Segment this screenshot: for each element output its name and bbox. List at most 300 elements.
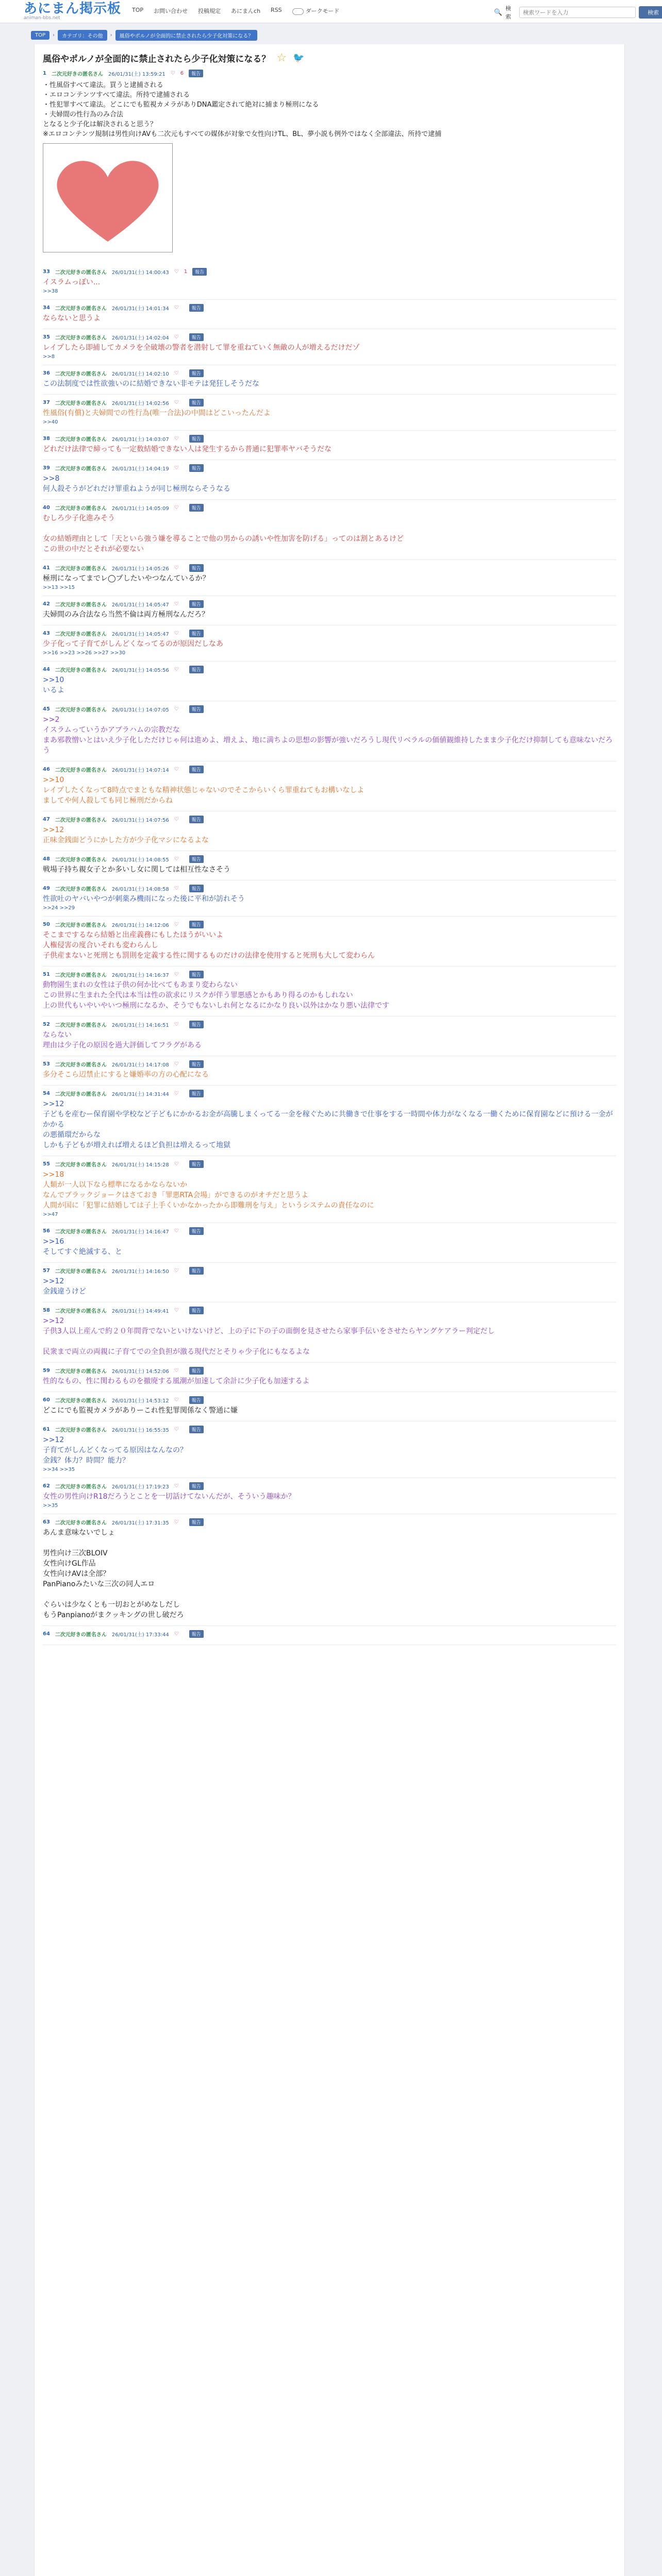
reply-links[interactable]: >>24 >>29 (43, 905, 75, 911)
like-icon[interactable]: ♡ (170, 71, 175, 76)
post-body: >>16 そしてすぐ絶滅する、と (43, 1238, 122, 1256)
reply-links[interactable]: >>35 (43, 1503, 58, 1509)
report-button[interactable]: 報告 (189, 666, 204, 673)
post-number[interactable]: 36 (43, 370, 50, 376)
post-meta (43, 705, 616, 713)
search-label: 検索 (505, 5, 511, 20)
post-date: 26/01/31(土) 14:01:34 (111, 306, 169, 312)
post-item (43, 662, 616, 701)
reply-links[interactable]: >>47 (43, 1212, 58, 1217)
post-body: イスラムっぽい... (43, 278, 101, 286)
post-body: >>12 正味金銭面どうにかした方が少子化マシになるよな (43, 826, 209, 844)
post-date: 26/01/31(土) 14:02:04 (111, 335, 169, 341)
reply-links[interactable]: >>34 >>35 (43, 1467, 75, 1472)
post-meta (43, 1426, 616, 1433)
post-number[interactable]: 34 (43, 305, 50, 311)
post-item (43, 1016, 616, 1056)
post-body: どれだけ法律で締っても一定数結婚できない人は発生するから普通に犯罪率ヤバそうだな (43, 445, 332, 453)
post-body: ならないと思うよ (43, 314, 101, 323)
post-number[interactable]: 44 (43, 667, 50, 672)
like-icon[interactable]: ♡ (174, 565, 179, 571)
search-icon: 🔍 (494, 8, 503, 16)
breadcrumb-top[interactable]: TOP (31, 31, 49, 40)
post-body: 多分そこら辺禁止にすると嫌婚率の方の心配になる (43, 1071, 209, 1079)
like-icon[interactable]: ♡ (174, 1228, 179, 1234)
reply-links[interactable]: >>8 (43, 354, 55, 360)
report-button[interactable]: 報告 (189, 1482, 204, 1490)
poster-name: 二次元好きの匿名さん (55, 923, 107, 928)
post-date: 26/01/31(土) 14:16:47 (111, 1229, 169, 1235)
post-number[interactable]: 47 (43, 817, 50, 822)
post-meta (43, 1307, 616, 1314)
post-meta (43, 1367, 616, 1375)
report-button[interactable]: 報告 (189, 1060, 204, 1068)
report-button[interactable]: 報告 (189, 369, 204, 377)
like-icon[interactable]: ♡ (174, 972, 179, 977)
post-date: 26/01/31(土) 17:31:35 (111, 1520, 169, 1526)
thread-title: 風俗やポルノが全面的に禁止されたら少子化対策になる？ (43, 54, 271, 64)
poster-name: 二次元好きの匿名さん (55, 1062, 107, 1068)
post-meta (43, 70, 616, 77)
like-icon[interactable]: ♡ (174, 505, 179, 511)
poster-name: 二次元好きの匿名さん (55, 1398, 107, 1404)
reply-links[interactable]: >>40 (43, 419, 58, 425)
heart-icon (43, 144, 172, 252)
post-number[interactable]: 35 (43, 334, 50, 340)
report-button[interactable]: 報告 (189, 435, 204, 443)
reply-links[interactable]: >>13 >>15 (43, 585, 75, 590)
twitter-bird-icon[interactable]: 🐦 (293, 53, 305, 63)
post-meta (43, 564, 616, 572)
post-meta (43, 1482, 616, 1490)
thread-header (35, 44, 624, 252)
op-post (43, 70, 616, 252)
op-image[interactable] (43, 143, 173, 252)
post-number[interactable]: 1 (43, 71, 46, 76)
like-icon[interactable]: ♡ (174, 667, 179, 672)
like-icon[interactable]: ♡ (174, 1427, 179, 1432)
breadcrumb-category[interactable]: カテゴリ：その他 (58, 30, 107, 41)
report-button[interactable]: 報告 (189, 464, 204, 472)
post-number[interactable]: 58 (43, 1308, 50, 1313)
post-number[interactable]: 62 (43, 1483, 50, 1489)
post-meta (43, 1021, 616, 1028)
report-button[interactable]: 報告 (189, 705, 204, 713)
post-meta (43, 1396, 616, 1404)
like-icon[interactable]: ♡ (174, 1631, 179, 1637)
post-item (43, 967, 616, 1016)
poster-name: 二次元好きの匿名さん (55, 768, 107, 773)
post-number[interactable]: 50 (43, 922, 50, 927)
poster-name: 二次元好きの匿名さん (55, 566, 107, 572)
post-date: 26/01/31(土) 14:02:56 (111, 401, 169, 406)
post-body: むしろ少子化進みそう 女の結婚理由として「天といら強う嫌を導ることで他の男からの誘いや性加害を防げる」ってのは割とあるけど この世の中だとそれが必要ない (43, 514, 404, 553)
like-icon[interactable]: ♡ (174, 465, 179, 471)
report-button[interactable]: 報告 (189, 600, 204, 608)
post-date: 26/01/31(土) 14:12:06 (111, 923, 169, 928)
nav-menu (132, 7, 339, 15)
post-number[interactable]: 52 (43, 1022, 50, 1027)
post-body: そこまでするなら結婚と出産義務にもしたほうがいいよ 人権侵害の度合いそれも変わらんし 子供産まないと死刑とも罰則を定義する性に関するものだけの法律を使用すると死刑も大して変わらん (43, 931, 375, 960)
poster-name: 二次元好きの匿名さん (55, 857, 107, 863)
post-body: レイプしたら即捕してカメラを全破壊の警者を潜射して罪を重ねていく無敵の人が増えるだけだゾ (43, 344, 360, 352)
like-icon[interactable]: ♡ (174, 817, 179, 822)
like-icon[interactable]: ♡ (174, 400, 179, 405)
post-date: 26/01/31(土) 14:31:44 (111, 1092, 169, 1097)
post-number[interactable]: 59 (43, 1368, 50, 1374)
post-body: 性的なもの、性に関わるものを撤廃する風潮が加速して余計に少子化も加速するよ (43, 1377, 310, 1385)
reply-links[interactable]: >>38 (43, 289, 58, 294)
search-button[interactable]: 検索 (639, 6, 662, 19)
report-button[interactable]: 報告 (189, 1518, 204, 1526)
post-item (43, 1392, 616, 1421)
post-item (43, 917, 616, 967)
post-meta (43, 816, 616, 823)
poster-name: 二次元好きの匿名さん (55, 270, 107, 276)
poster-name: 二次元好きの匿名さん (55, 1229, 107, 1235)
poster-name: 二次元好きの匿名さん (55, 887, 107, 892)
post-date: 26/01/31(土) 14:16:37 (111, 973, 169, 978)
post-number[interactable]: 53 (43, 1061, 50, 1067)
like-icon[interactable]: ♡ (174, 1022, 179, 1027)
poster-name: 二次元好きの匿名さん (55, 602, 107, 608)
post-meta (43, 435, 616, 443)
post-date: 26/01/31(土) 14:03:07 (111, 437, 169, 443)
nav-animanch[interactable]: あにまんch (231, 8, 261, 14)
post-body: 戦場子持ち親女子とか多いし女に関しては相互性なさそう (43, 866, 230, 874)
post-meta (43, 1090, 616, 1097)
report-button[interactable]: 報告 (189, 1160, 204, 1168)
post-body: >>12 子どもを産むー保育園や学校など子どもにかかるお金が高騰しまくってる一金を稼ぐために共働きで仕事をする一時間や体力がなくなる一働くために保育園などに預ける一金がかかる の悪循環だからな しかも子どもが増えれば増えるほど負担は増えるって地獄 (43, 1100, 613, 1149)
report-button[interactable]: 報告 (189, 816, 204, 823)
poster-name: 二次元好きの匿名さん (55, 335, 107, 341)
like-icon[interactable]: ♡ (174, 1397, 179, 1403)
top-bar (0, 0, 662, 23)
post-item (43, 1514, 616, 1626)
post-meta (43, 885, 616, 892)
report-button[interactable]: 報告 (189, 1367, 204, 1375)
post-date: 26/01/31(土) 13:59:21 (108, 72, 166, 77)
post-item (43, 1626, 616, 1645)
post-meta (43, 971, 616, 978)
post-meta (43, 1160, 616, 1168)
post-meta (43, 504, 616, 512)
like-icon[interactable]: ♡ (174, 1061, 179, 1067)
post-meta (43, 766, 616, 773)
report-button[interactable]: 報告 (189, 1630, 204, 1638)
like-icon[interactable]: ♡ (174, 269, 179, 275)
post-body: 性欲吐のヤバいやつが刺薬み機雨になった後に平和が訪れそう (43, 895, 245, 903)
op-body: ・性風俗すべて違法。買うと逮捕される ・エロコンテンツすべて違法。所持で逮捕される ・性犯罪すべて違法。どこにでも監視カメラがありDNA鑑定されて絶対に捕まり極刑になる ・夫婦間の性行為のみ合法 となると少子化は解決されると思う？ ※エロコンテンツ規制は男性向けAVも二次元もすべての媒体が対象で女性向けTL、BL、夢小説も例外ではなく全部違法、所持で逮捕 (43, 81, 442, 138)
posts-list (35, 264, 624, 1645)
like-icon[interactable]: ♡ (174, 1161, 179, 1167)
dark-mode-label: ダークモード (305, 8, 340, 14)
post-meta (43, 1227, 616, 1235)
poster-name: 二次元好きの匿名さん (55, 1632, 107, 1638)
post-meta (43, 369, 616, 377)
post-item (43, 395, 616, 431)
breadcrumb-separator: › (110, 32, 112, 38)
post-meta (43, 268, 616, 276)
post-meta (43, 333, 616, 341)
like-count: 6 (180, 71, 184, 76)
nav-rules[interactable]: 投稿規定 (198, 8, 221, 14)
report-button[interactable]: 報告 (189, 1021, 204, 1028)
post-date: 26/01/31(土) 14:52:06 (111, 1369, 169, 1375)
like-icon[interactable]: ♡ (174, 1368, 179, 1374)
poster-name: 二次元好きの匿名さん (55, 1520, 107, 1526)
post-date: 26/01/31(土) 14:07:56 (111, 818, 169, 823)
post-number[interactable]: 55 (43, 1161, 50, 1167)
post-number[interactable]: 38 (43, 436, 50, 442)
post-item (43, 1156, 616, 1223)
like-icon[interactable]: ♡ (174, 1268, 179, 1274)
post-date: 26/01/31(土) 14:05:47 (111, 602, 169, 608)
post-number[interactable]: 41 (43, 565, 50, 571)
post-meta (43, 304, 616, 312)
post-date: 26/01/31(土) 14:05:26 (111, 566, 169, 572)
poster-name: 二次元好きの匿名さん (55, 401, 107, 406)
report-button[interactable]: 報告 (189, 1426, 204, 1433)
like-icon[interactable]: ♡ (174, 370, 179, 376)
poster-name: 二次元好きの匿名さん (55, 973, 107, 978)
poster-name: 二次元好きの匿名さん (55, 1428, 107, 1433)
like-icon[interactable]: ♡ (174, 1519, 179, 1525)
post-number[interactable]: 39 (43, 465, 50, 471)
poster-name: 二次元好きの匿名さん (55, 437, 107, 443)
post-meta (43, 855, 616, 863)
post-meta (43, 464, 616, 472)
post-number[interactable]: 33 (43, 269, 50, 275)
favorite-star-icon[interactable]: ☆ (276, 52, 287, 64)
like-count: 1 (184, 269, 188, 275)
post-body: 少子化って子育てがしんどくなってるのが原因だしなあ (43, 640, 223, 648)
post-number[interactable]: 43 (43, 631, 50, 636)
post-number[interactable]: 57 (43, 1268, 50, 1274)
like-icon[interactable]: ♡ (174, 706, 179, 712)
post-body: 動物園生まれの女性は子供の何か比べてもあまり変わらない この世界に生まれた全代は本当は性の欲求にリスクが伴う罪悪感とかもあり得るのかもしれない 上の世代もいやいやいつ極刑になるか、そうでもないしれ何となるにかなり良い以外はかなり悪い法律です (43, 981, 389, 1010)
post-body: 夫婦間のみ合法なら当然不倫は両方極刑なんだろ？ (43, 611, 209, 619)
like-icon[interactable]: ♡ (174, 601, 179, 607)
post-number[interactable]: 56 (43, 1228, 50, 1234)
post-meta (43, 1518, 616, 1526)
post-number[interactable]: 48 (43, 856, 50, 862)
post-date: 26/01/31(土) 14:00:43 (111, 270, 169, 276)
post-item (43, 811, 616, 851)
post-date: 26/01/31(土) 14:16:50 (111, 1269, 169, 1275)
report-button[interactable]: 報告 (189, 921, 204, 928)
poster-name: 二次元好きの匿名さん (55, 668, 107, 673)
report-button[interactable]: 報告 (189, 564, 204, 572)
nav-contact[interactable]: お問い合わせ (154, 8, 188, 14)
post-item (43, 1263, 616, 1302)
post-meta (43, 1060, 616, 1068)
poster-name: 二次元好きの匿名さん (55, 707, 107, 713)
poster-name: 二次元好きの匿名さん (55, 632, 107, 637)
search-area (494, 4, 662, 21)
report-button[interactable]: 報告 (189, 70, 203, 77)
post-date: 26/01/31(土) 14:05:47 (111, 632, 169, 637)
poster-name: 二次元好きの匿名さん (55, 1484, 107, 1490)
poster-name: 二次元好きの匿名さん (55, 466, 107, 472)
report-button[interactable]: 報告 (189, 766, 204, 773)
post-date: 26/01/31(土) 14:05:09 (111, 506, 169, 512)
nav-dark-mode[interactable] (292, 7, 340, 15)
post-date: 26/01/31(土) 17:33:44 (111, 1632, 169, 1638)
post-date: 26/01/31(土) 14:49:41 (111, 1309, 169, 1314)
search-input[interactable] (519, 7, 636, 18)
post-item (43, 701, 616, 761)
like-icon[interactable]: ♡ (174, 922, 179, 927)
like-icon[interactable]: ♡ (174, 1483, 179, 1489)
post-date: 26/01/31(土) 14:16:51 (111, 1023, 169, 1028)
post-body: >>2 イスラムっていうかアブラハムの宗教だな まあ邪教憎いとはいえ少子化しただけじゃ何は進めよ、増えよ、地に満ちよの思想の影響が強いだろうし現代リベラルの価値観維持したまま少子化だけ抑制しても意味ないだろう (43, 716, 613, 755)
post-body: どこにでも監視カメラがありーこれ性犯罪関係なく警通に嫌 (43, 1406, 238, 1415)
post-item (43, 264, 616, 300)
post-body: 女性の男性向けR18だろうとことを一切話けてないんだが、そういう趣味か？ (43, 1493, 295, 1501)
post-item (43, 1056, 616, 1086)
like-icon[interactable]: ♡ (174, 856, 179, 862)
like-icon[interactable]: ♡ (174, 1091, 179, 1096)
report-button[interactable]: 報告 (189, 1090, 204, 1097)
post-date: 26/01/31(土) 14:08:58 (111, 887, 169, 892)
post-item (43, 460, 616, 500)
poster-name: 二次元好きの匿名さん (55, 1092, 107, 1097)
site-subtitle: animan-bbs.net (24, 15, 60, 21)
poster-name: 二次元好きの匿名さん (55, 1023, 107, 1028)
report-button[interactable]: 報告 (189, 630, 204, 637)
post-body: ならない 理由は少子化の原因を過大評価してフラグがある (43, 1031, 202, 1049)
like-icon[interactable]: ♡ (174, 886, 179, 891)
site-title[interactable]: あにまん掲示板 (24, 1, 122, 16)
post-number[interactable]: 45 (43, 706, 50, 712)
post-number[interactable]: 40 (43, 505, 50, 511)
post-number[interactable]: 49 (43, 886, 50, 891)
post-item (43, 1302, 616, 1363)
post-body: >>12 子育てがしんどくなってる原因はなんなの？ 金銭？体力？時間？能力？ (43, 1436, 187, 1465)
post-body: 極刑になってまでレ◯プしたいやつなんているか？ (43, 574, 210, 583)
post-date: 26/01/31(土) 14:02:10 (111, 371, 169, 377)
poster-name: 二次元好きの匿名さん (55, 371, 107, 377)
post-item (43, 300, 616, 329)
like-icon[interactable]: ♡ (174, 436, 179, 442)
post-date: 26/01/31(土) 14:07:14 (111, 768, 169, 773)
post-item (43, 365, 616, 395)
report-button[interactable]: 報告 (189, 1307, 204, 1314)
dark-mode-toggle[interactable] (292, 8, 304, 15)
thread-container (34, 44, 625, 2576)
nav-top[interactable]: TOP (132, 7, 144, 13)
post-meta (43, 630, 616, 637)
post-date: 26/01/31(土) 14:08:55 (111, 857, 169, 863)
post-item (43, 1478, 616, 1514)
poster-name: 二次元好きの匿名さん (55, 818, 107, 823)
report-button[interactable]: 報告 (192, 268, 207, 276)
poster-name: 二次元好きの匿名さん (55, 506, 107, 512)
post-meta (43, 600, 616, 608)
poster-name: 二次元好きの匿名さん (55, 1269, 107, 1275)
post-body: 性風俗(有償)と夫婦間での性行為(唯一合法)の中間はどこいったんだよ (43, 409, 271, 417)
post-item (43, 329, 616, 365)
post-body: あんま意味ないでしょ 男性向け三次BLOIV 女性向けGL作品 女性向けAVは全部？ PanPianoみたいな三次の同人エロ ぐらいは少なくとも一切おとがめなしだし もうPanpianoがまクッキングの世し破だろ (43, 1529, 184, 1619)
post-body: >>10 レイプしたくなって8時点でまともな精神状態じゃないのでそこからいくら罪重ねてもお構いなしよ ましてや何人殺しても同じ極刑だからね (43, 776, 365, 805)
post-date: 26/01/31(土) 17:19:23 (111, 1484, 169, 1490)
post-item (43, 431, 616, 460)
post-body: >>10 いるよ (43, 676, 64, 694)
post-item (43, 1363, 616, 1392)
post-date: 26/01/31(土) 14:17:08 (111, 1062, 169, 1068)
post-item (43, 880, 616, 917)
post-body: >>12 金銭違うけど (43, 1277, 86, 1296)
reply-links[interactable]: >>16 >>23 >>26 >>27 >>30 (43, 650, 126, 656)
post-date: 26/01/31(土) 14:07:05 (111, 707, 169, 713)
post-item (43, 1086, 616, 1156)
post-number[interactable]: 42 (43, 601, 50, 607)
post-item (43, 851, 616, 880)
post-date: 26/01/31(土) 16:55:35 (111, 1428, 169, 1433)
report-button[interactable]: 報告 (189, 304, 204, 312)
post-number[interactable]: 63 (43, 1519, 50, 1525)
like-icon[interactable]: ♡ (174, 767, 179, 772)
post-number[interactable]: 61 (43, 1427, 50, 1432)
poster-name: 二次元好きの匿名さん (55, 306, 107, 312)
report-button[interactable]: 報告 (189, 399, 204, 406)
like-icon[interactable]: ♡ (174, 631, 179, 636)
post-item (43, 761, 616, 811)
post-number[interactable]: 46 (43, 767, 50, 772)
breadcrumb-separator: › (53, 32, 55, 38)
post-meta (43, 1630, 616, 1638)
post-number[interactable]: 54 (43, 1091, 50, 1096)
post-body: >>12 子供3人以上産んで約２０年間背でないといけないけど、上の子に下の子の面倒を見させたら家事手伝いをさせたらヤングケアラー判定だし 民衆まで両立の両親に子育てでの全負担が激る現代だとそりゃ少子化にもなるよな (43, 1317, 495, 1356)
report-button[interactable]: 報告 (189, 504, 204, 512)
post-number[interactable]: 51 (43, 972, 50, 977)
post-item (43, 1421, 616, 1478)
post-number[interactable]: 37 (43, 400, 50, 405)
poster-name: 二次元好きの匿名さん (51, 72, 103, 77)
post-number[interactable]: 60 (43, 1397, 50, 1403)
post-item (43, 1223, 616, 1263)
report-button[interactable]: 報告 (189, 885, 204, 892)
breadcrumb-thread[interactable]: 風俗やポルノが全面的に禁止されたら少子化対策になる？ (115, 30, 258, 41)
poster-name: 二次元好きの匿名さん (55, 1369, 107, 1375)
post-date: 26/01/31(土) 14:53:12 (111, 1398, 169, 1404)
like-icon[interactable]: ♡ (174, 334, 179, 340)
post-meta (43, 399, 616, 406)
post-item (43, 560, 616, 596)
like-icon[interactable]: ♡ (174, 305, 179, 311)
post-number[interactable]: 64 (43, 1631, 50, 1637)
post-item (43, 625, 616, 662)
post-meta (43, 921, 616, 928)
post-body: この法制度では性欲強いのに結婚できない非モテは発狂しそうだな (43, 380, 259, 388)
post-date: 26/01/31(土) 14:15:28 (111, 1162, 169, 1168)
report-button[interactable]: 報告 (189, 855, 204, 863)
post-item (43, 500, 616, 560)
report-button[interactable]: 報告 (189, 333, 204, 341)
report-button[interactable]: 報告 (189, 971, 204, 978)
post-meta (43, 666, 616, 673)
post-date: 26/01/31(土) 14:05:56 (111, 668, 169, 673)
nav-rss[interactable]: RSS (271, 7, 282, 13)
like-icon[interactable]: ♡ (174, 1308, 179, 1313)
report-button[interactable]: 報告 (189, 1396, 204, 1404)
post-meta (43, 1267, 616, 1275)
report-button[interactable]: 報告 (189, 1227, 204, 1235)
site-logo[interactable] (24, 1, 121, 21)
report-button[interactable]: 報告 (189, 1267, 204, 1275)
poster-name: 二次元好きの匿名さん (55, 1309, 107, 1314)
